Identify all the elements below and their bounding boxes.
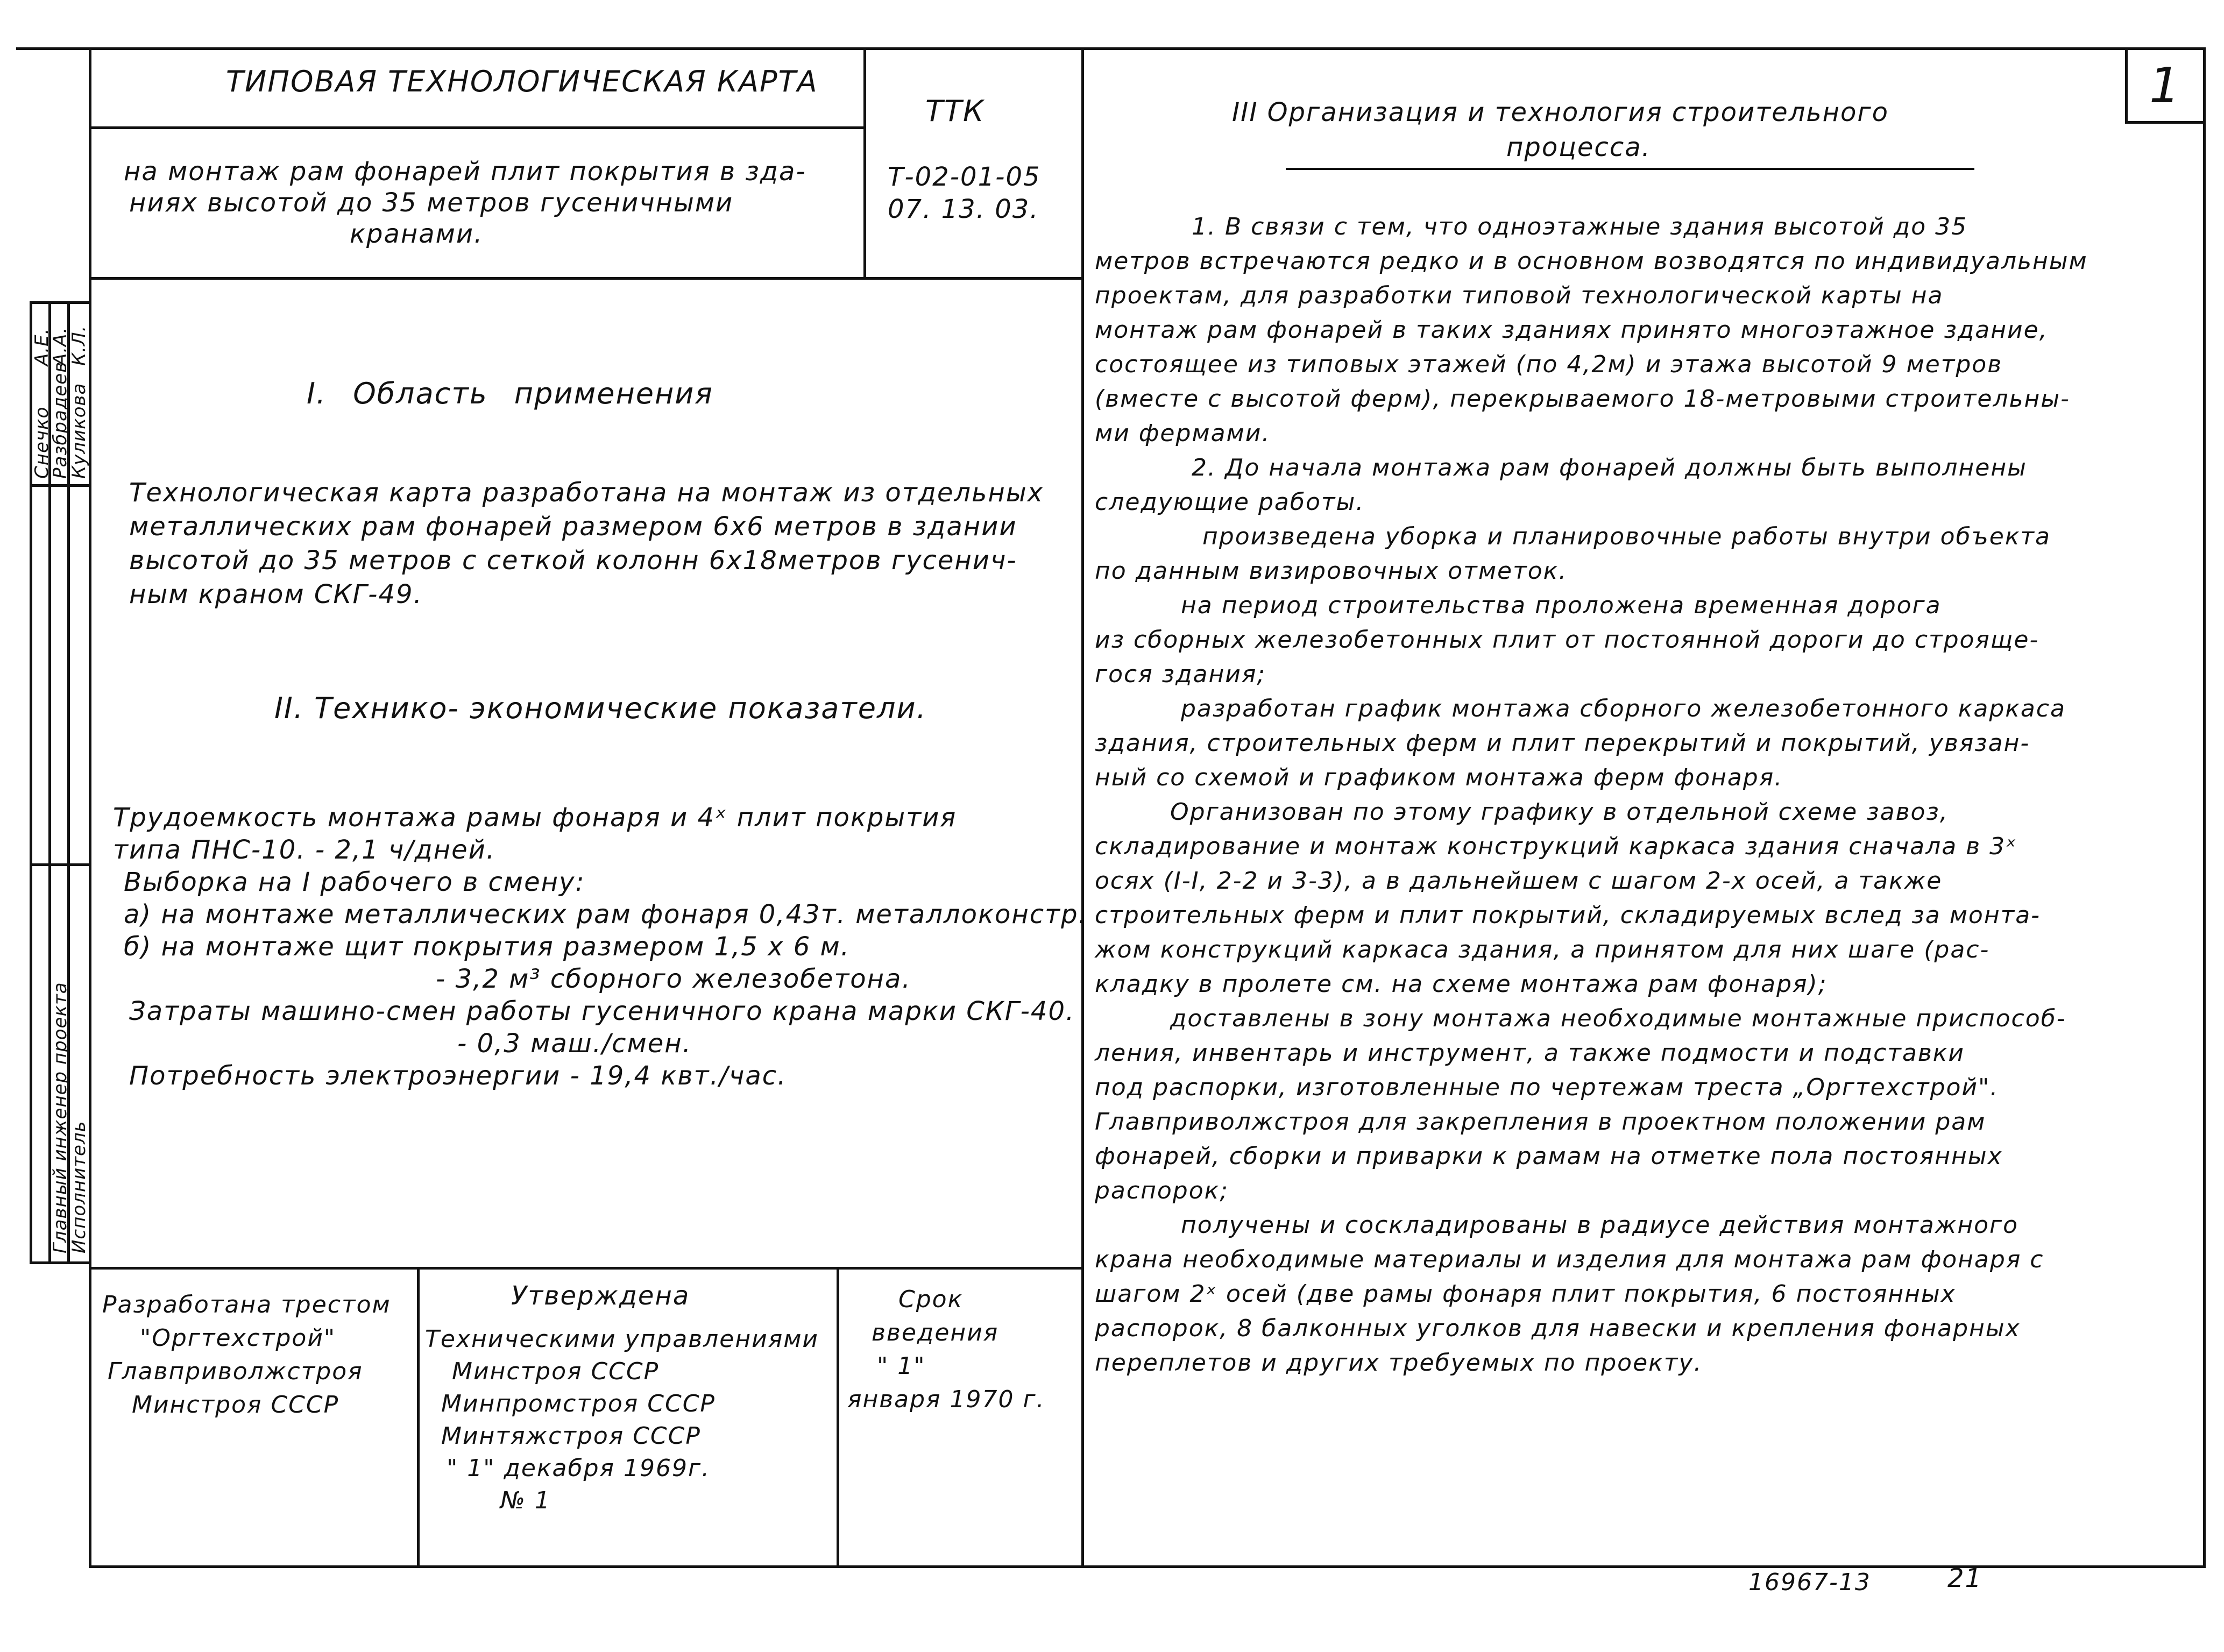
approved-by — [425, 1323, 819, 1517]
stamp-line-mid2 — [30, 863, 91, 866]
section-3-line: шагом 2ˣ осей (две рамы фонаря плит покрытия, 6 постоянных — [1095, 1280, 1956, 1308]
header-bottom-line — [89, 277, 1084, 280]
approved-line: № 1 — [500, 1487, 551, 1514]
section-2-text — [113, 802, 1088, 1092]
subtitle-line: на монтаж рам фонарей плит покрытия в зда- — [124, 157, 806, 187]
stamp-line-bottom — [30, 1261, 91, 1264]
section-1-text — [129, 476, 1044, 612]
section-3-line: переплетов и других требуемых по проекту. — [1095, 1349, 1703, 1377]
section-3-line: состоящее из типовых этажей (по 4,2м) и этажа высотой 9 метров — [1095, 351, 2003, 378]
developed-line: "Оргтехстрой" — [140, 1324, 336, 1352]
section-1-line: ным краном СКГ-49. — [129, 579, 423, 609]
subtitle-line: ниях высотой до 35 метров гусеничными — [129, 188, 734, 218]
section-3-line: метров встречаются редко и в основном возводятся по индивидуальным — [1095, 247, 2088, 275]
card-subtitle — [124, 156, 806, 250]
section-3-line: на период строительства проложена временная дорога — [1181, 592, 1942, 619]
approved-line: " 1" декабря 1969г. — [447, 1455, 711, 1482]
developed-line: Главприволжстроя — [108, 1358, 363, 1385]
approved-line: Минстроя СССР — [452, 1358, 660, 1385]
sheet-number: 1 — [2149, 58, 2181, 114]
section-3-line: по данным визировочных отметок. — [1095, 557, 1568, 585]
section-3-line: фонарей, сборки и приварки к рамам на отметке пола постоянных — [1095, 1143, 2003, 1170]
title-divider-line — [89, 126, 866, 129]
section-3-line: доставлены в зону монтажа необходимые монтажные приспособ- — [1170, 1005, 2066, 1032]
developed-line: Разработана трестом — [102, 1291, 391, 1318]
section-1-line: металлических рам фонарей размером 6х6 метров в здании — [129, 512, 1017, 542]
section-2-heading: II. Технико- экономические показатели. — [274, 691, 927, 725]
developed-by — [102, 1288, 391, 1422]
section-3-line: ления, инвентарь и инструмент, а также подмости и подставки — [1095, 1039, 1965, 1067]
section-3-line: жом конструкций каркаса здания, а принятом для них шаге (рас- — [1095, 936, 1990, 963]
stamp-name: Разбрадеев — [49, 361, 71, 479]
subtitle-line: кранами. — [350, 219, 484, 249]
stamp-line-top — [30, 301, 91, 304]
right-border-line — [2203, 47, 2206, 1568]
section-3-line: распорок; — [1095, 1177, 1229, 1204]
section-3-line: произведена уборка и планировочные работы внутри объекта — [1202, 523, 2051, 550]
section-3-line: проектам, для разработки типовой технологической карты на — [1095, 282, 1944, 309]
section-1-line: высотой до 35 метров с сеткой колонн 6х18метров гусенич- — [129, 545, 1017, 576]
stamp-label: Главный инженер проекта — [49, 982, 71, 1253]
section-3-line: Организован по этому графику в отдельной схеме завоз, — [1170, 798, 1949, 826]
section-2-line: б) на монтаже щит покрытия размером 1,5 х 6 м. — [124, 932, 851, 962]
approved-line: Минтяжстроя СССР — [441, 1422, 701, 1450]
page-title: ТИПОВАЯ ТЕХНОЛОГИЧЕСКАЯ КАРТА — [226, 65, 818, 98]
approval-divider-1 — [417, 1267, 420, 1568]
bottom-border-line — [89, 1565, 2206, 1568]
term-line: января 1970 г. — [847, 1386, 1045, 1413]
section-3-line: под распорки, изготовленные по чертежам треста „Оргтехстрой". — [1095, 1074, 1999, 1101]
stamp-line-mid1 — [30, 484, 91, 487]
sheet-box-left — [2125, 47, 2128, 123]
section-2-line: а) на монтаже металлических рам фонаря 0,43т. металлоконстр. — [124, 899, 1088, 930]
stamp-name: Куликова — [68, 382, 90, 479]
sheet-box-bottom — [2125, 121, 2206, 124]
term — [847, 1283, 1045, 1416]
section-2-line: Потребность электроэнергии - 19,4 квт./час. — [129, 1061, 787, 1091]
card-code-date: 07. 13. 03. — [888, 194, 1039, 224]
section-3-line: разработан график монтажа сборного железобетонного каркаса — [1181, 695, 2066, 722]
section-3-line: (вместе с высотой ферм), перекрываемого 18-метровыми строительны- — [1095, 385, 2070, 413]
term-line: " 1" — [877, 1352, 926, 1380]
section-2-line: типа ПНС-10. - 2,1 ч/дней. — [113, 835, 496, 865]
section-3-line: складирование и монтаж конструкций каркаса здания сначала в 3ˣ — [1095, 833, 2017, 860]
section-3-line: ный со схемой и графиком монтажа ферм фонаря. — [1095, 764, 1783, 791]
approved-title: Утверждена — [511, 1281, 690, 1311]
stamp-initials: А.Е. — [31, 328, 53, 366]
code-divider-line — [863, 47, 866, 279]
approved-line: Техническими управлениями — [425, 1325, 819, 1353]
section-3-line: гося здания; — [1095, 661, 1266, 688]
section-2-line: - 3,2 м³ сборного железобетона. — [436, 964, 911, 994]
left-border-line — [89, 47, 91, 1568]
approved-line: Минпромстроя СССР — [441, 1390, 716, 1417]
section-3-line: ми фермами. — [1095, 420, 1271, 447]
approval-top-line — [89, 1267, 1084, 1270]
section-3-line: из сборных железобетонных плит от постоянной дороги до строяще- — [1095, 626, 2039, 654]
section-3-underline — [1286, 168, 1974, 170]
section-3-line: строительных ферм и плит покрытий, складируемых вслед за монта- — [1095, 902, 2041, 929]
section-1-heading: I. Область применения — [307, 377, 713, 410]
stamp-initials: К.Л. — [68, 325, 90, 366]
approval-divider-2 — [837, 1267, 839, 1568]
section-2-line: - 0,3 маш./смен. — [457, 1029, 692, 1059]
top-border-line — [16, 47, 2206, 50]
section-3-line: кладку в пролете см. на схеме монтажа рам фонаря); — [1095, 970, 1828, 998]
card-code-label: ТТК — [925, 94, 985, 128]
section-3-line: монтаж рам фонарей в таких зданиях принято многоэтажное здание, — [1095, 316, 2048, 344]
section-3-line: Главприволжстроя для закрепления в проектном положении рам — [1095, 1108, 1986, 1136]
section-2-line: Выборка на I рабочего в смену: — [124, 867, 585, 897]
section-3-line: здания, строительных ферм и плит перекрытий и покрытий, увязан- — [1095, 729, 2030, 757]
section-3-line: следующие работы. — [1095, 488, 1365, 516]
section-3-heading-2: процесса. — [1506, 132, 1651, 162]
card-code: Т-02-01-05 — [888, 162, 1041, 192]
page-number: 21 — [1947, 1563, 1983, 1593]
section-3-text — [1095, 210, 2088, 1380]
doc-number: 16967-13 — [1748, 1569, 1871, 1596]
stamp-label: Исполнитель — [68, 1121, 90, 1253]
section-3-line: распорок, 8 балконных уголков для навески и крепления фонарных — [1095, 1315, 2021, 1342]
section-3-line: осях (I-I, 2-2 и 3-3), а в дальнейшем с шагом 2-х осей, а также — [1095, 867, 1943, 895]
stamp-initials: А.А. — [49, 327, 71, 366]
stamp-name: Снечко — [31, 406, 53, 479]
section-3-heading: III Организация и технология строительного — [1232, 97, 1889, 127]
term-line: введения — [872, 1319, 999, 1346]
developed-line: Минстроя СССР — [132, 1391, 339, 1419]
term-line: Срок — [898, 1286, 964, 1313]
section-3-line: 1. В связи с тем, что одноэтажные здания высотой до 35 — [1192, 213, 1968, 240]
section-1-line: Технологическая карта разработана на монтаж из отдельных — [129, 478, 1044, 508]
section-2-line: Трудоемкость монтажа рамы фонаря и 4ˣ плит покрытия — [113, 803, 957, 833]
section-2-line: Затраты машино-смен работы гусеничного крана марки СКГ-40. — [129, 996, 1075, 1026]
section-3-line: 2. До начала монтажа рам фонарей должны быть выполнены — [1192, 454, 2027, 481]
section-3-line: крана необходимые материалы и изделия для монтажа рам фонаря с — [1095, 1246, 2044, 1273]
section-3-line: получены и соскладированы в радиусе действия монтажного — [1181, 1211, 2019, 1239]
